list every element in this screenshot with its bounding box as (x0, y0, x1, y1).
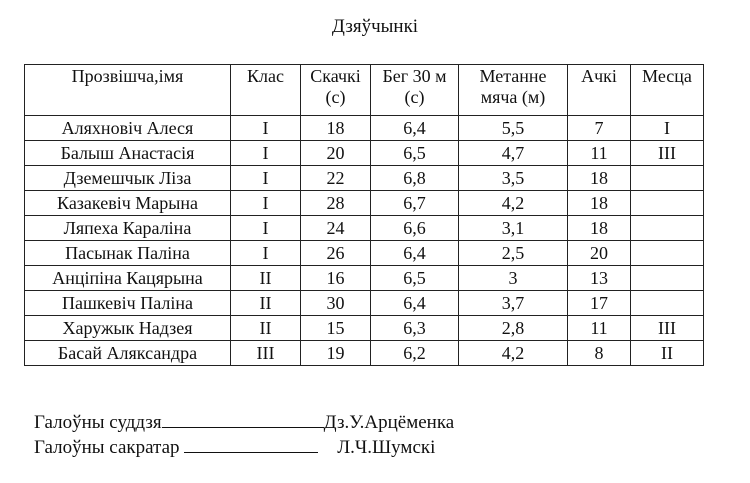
chief-secretary-line (34, 436, 435, 459)
chief-secretary-name: Л.Ч.Шумскі (337, 437, 436, 458)
cell-jumps: 30 (301, 291, 371, 316)
chief-judge-name: Дз.У.Арцёменка (323, 412, 455, 433)
cell-place (631, 166, 704, 191)
header-class: Клас (231, 65, 301, 116)
cell-name: Басай Аляксандра (25, 341, 231, 366)
header-name: Прозвішча,імя (25, 65, 231, 116)
cell-jumps: 28 (301, 191, 371, 216)
cell-ball-throw: 5,5 (459, 116, 568, 141)
cell-class: I (231, 191, 301, 216)
cell-jumps: 24 (301, 216, 371, 241)
cell-jumps: 19 (301, 341, 371, 366)
cell-place (631, 291, 704, 316)
cell-points: 7 (568, 116, 631, 141)
cell-jumps: 20 (301, 141, 371, 166)
cell-points: 11 (568, 141, 631, 166)
cell-ball-throw: 4,2 (459, 341, 568, 366)
cell-points: 18 (568, 191, 631, 216)
cell-name: Пашкевіч Паліна (25, 291, 231, 316)
cell-name: Аляхновіч Алеся (25, 116, 231, 141)
cell-place: I (631, 116, 704, 141)
cell-name: Казакевіч Марына (25, 191, 231, 216)
table-row (25, 291, 704, 316)
cell-run-30m: 6,8 (371, 166, 459, 191)
cell-place (631, 216, 704, 241)
cell-run-30m: 6,3 (371, 316, 459, 341)
cell-place (631, 191, 704, 216)
cell-points: 17 (568, 291, 631, 316)
cell-ball-throw: 3,5 (459, 166, 568, 191)
cell-run-30m: 6,7 (371, 191, 459, 216)
table-row (25, 166, 704, 191)
cell-jumps: 22 (301, 166, 371, 191)
signature-blank (162, 411, 324, 428)
cell-ball-throw: 4,2 (459, 191, 568, 216)
cell-run-30m: 6,2 (371, 341, 459, 366)
cell-class: II (231, 316, 301, 341)
document-title: Дзяўчынкі (331, 16, 419, 37)
cell-ball-throw: 3 (459, 266, 568, 291)
table-body (25, 116, 704, 366)
cell-name: Балыш Анастасія (25, 141, 231, 166)
header-ball-throw: Метанне мяча (м) (459, 65, 568, 116)
table-row (25, 141, 704, 166)
cell-points: 8 (568, 341, 631, 366)
cell-run-30m: 6,5 (371, 141, 459, 166)
cell-run-30m: 6,4 (371, 241, 459, 266)
cell-name: Ляпеха Караліна (25, 216, 231, 241)
cell-points: 20 (568, 241, 631, 266)
table-row (25, 341, 704, 366)
cell-class: I (231, 216, 301, 241)
cell-name: Пасынак Паліна (25, 241, 231, 266)
table-row (25, 241, 704, 266)
header-jumps: Скачкі (с) (301, 65, 371, 116)
cell-name: Харужык Надзея (25, 316, 231, 341)
cell-points: 13 (568, 266, 631, 291)
cell-ball-throw: 3,1 (459, 216, 568, 241)
cell-run-30m: 6,4 (371, 291, 459, 316)
cell-name: Анціпіна Кацярына (25, 266, 231, 291)
cell-place: II (631, 341, 704, 366)
table-row (25, 266, 704, 291)
cell-jumps: 18 (301, 116, 371, 141)
signature-blank (184, 436, 318, 453)
table-header-row (25, 65, 704, 116)
cell-run-30m: 6,6 (371, 216, 459, 241)
cell-points: 11 (568, 316, 631, 341)
cell-place: III (631, 141, 704, 166)
header-run-30m: Бег 30 м (с) (371, 65, 459, 116)
header-place: Месца (631, 65, 704, 116)
cell-class: I (231, 141, 301, 166)
header-points: Ачкі (568, 65, 631, 116)
cell-class: III (231, 341, 301, 366)
cell-class: II (231, 291, 301, 316)
cell-points: 18 (568, 166, 631, 191)
table-row (25, 216, 704, 241)
table-row (25, 116, 704, 141)
cell-run-30m: 6,5 (371, 266, 459, 291)
cell-place (631, 266, 704, 291)
cell-jumps: 15 (301, 316, 371, 341)
cell-name: Дземешчык Ліза (25, 166, 231, 191)
chief-judge-label: Галоўны суддзя (34, 412, 162, 433)
cell-class: I (231, 241, 301, 266)
cell-ball-throw: 3,7 (459, 291, 568, 316)
cell-ball-throw: 2,5 (459, 241, 568, 266)
table-row (25, 191, 704, 216)
cell-jumps: 16 (301, 266, 371, 291)
table-row (25, 316, 704, 341)
results-table (24, 64, 704, 366)
cell-ball-throw: 2,8 (459, 316, 568, 341)
cell-place: III (631, 316, 704, 341)
cell-class: I (231, 166, 301, 191)
cell-points: 18 (568, 216, 631, 241)
cell-class: I (231, 116, 301, 141)
cell-jumps: 26 (301, 241, 371, 266)
cell-class: II (231, 266, 301, 291)
cell-run-30m: 6,4 (371, 116, 459, 141)
chief-secretary-label: Галоўны сакратар (34, 437, 180, 458)
cell-place (631, 241, 704, 266)
cell-ball-throw: 4,7 (459, 141, 568, 166)
chief-judge-line (34, 411, 454, 434)
